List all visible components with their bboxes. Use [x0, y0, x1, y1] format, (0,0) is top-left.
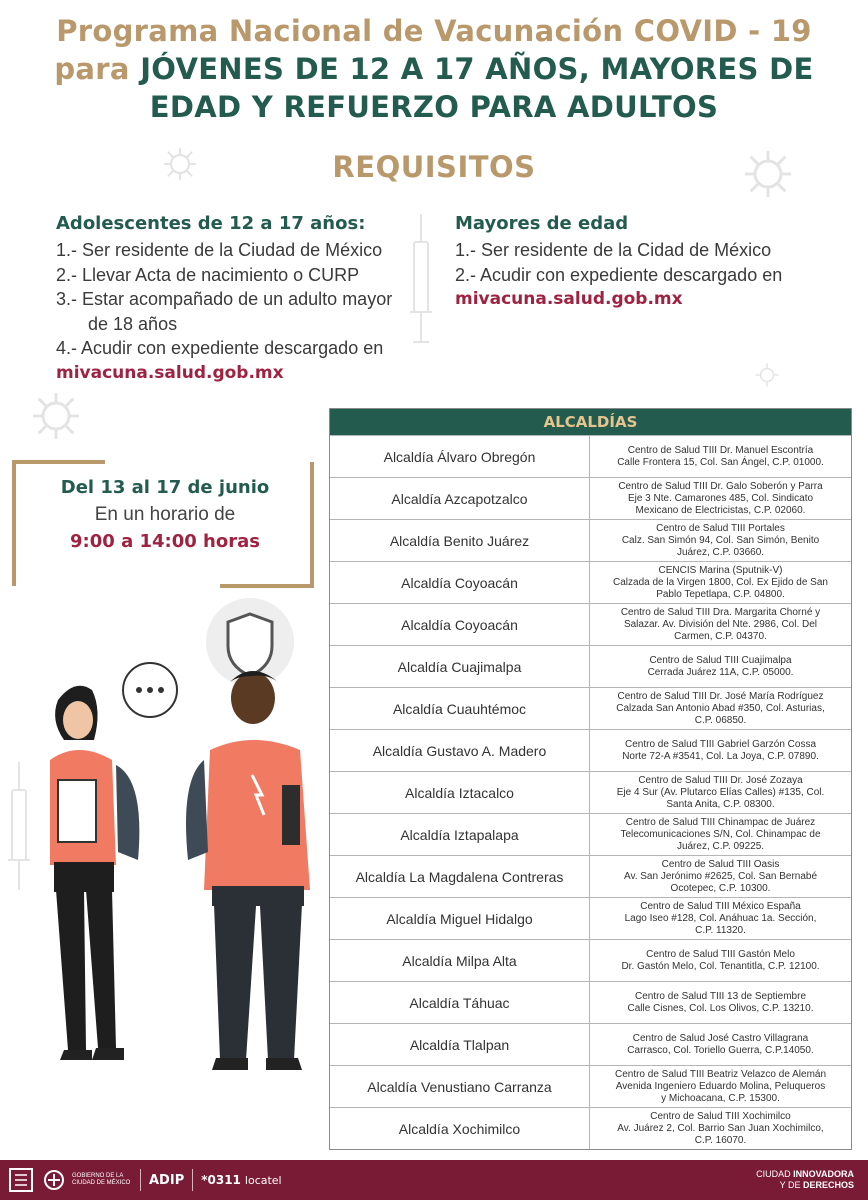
health-center-line: C.P. 11320. — [695, 924, 746, 936]
virus-icon — [754, 362, 780, 388]
health-center-line: Calle Cisnes, Col. Los Olivos, C.P. 13210. — [627, 1002, 814, 1014]
locatel-logo: locatel — [244, 1173, 282, 1187]
health-center-cell — [590, 772, 851, 813]
health-center-cell — [590, 730, 851, 771]
table-row — [330, 897, 851, 939]
adults-item-2: 2.- Acudir con expediente descargado en — [455, 264, 783, 285]
teens-requirements — [56, 212, 416, 385]
alcaldia-name: Alcaldía Milpa Alta — [330, 940, 590, 981]
teens-heading: Adolescentes de 12 a 17 años: — [56, 213, 366, 234]
table-row — [330, 1065, 851, 1107]
alcaldia-name: Alcaldía Azcapotzalco — [330, 478, 590, 519]
table-header: ALCALDÍAS — [330, 409, 851, 435]
health-center-line: Juárez, C.P. 03660. — [676, 546, 765, 558]
health-center-line: Centro de Salud José Castro Villagrana — [632, 1032, 809, 1044]
table-row — [330, 813, 851, 855]
health-center-line: Centro de Salud TIII Cuajimalpa — [649, 654, 792, 666]
alcaldia-name: Alcaldía Álvaro Obregón — [330, 436, 590, 477]
health-center-cell — [590, 1024, 851, 1065]
health-center-line: Ocotepec, C.P. 10300. — [670, 882, 771, 894]
health-center-line: y Michoacana, C.P. 15300. — [661, 1092, 780, 1104]
adults-heading: Mayores de edad — [455, 213, 629, 234]
teens-item-2: 2.- Llevar Acta de nacimiento o CURP — [56, 264, 360, 285]
health-center-line: Centro de Salud TIII Chinampac de Juárez — [625, 816, 816, 828]
health-center-line: Calle Frontera 15, Col. San Ángel, C.P. 01000. — [617, 456, 824, 468]
health-center-line: C.P. 06850. — [694, 714, 747, 726]
health-center-line: Salazar. Av. División del Nte. 2986, Col. Del — [623, 618, 818, 630]
health-center-line: C.P. 16070. — [694, 1134, 747, 1146]
alcaldia-name: Alcaldía Cuauhtémoc — [330, 688, 590, 729]
alcaldia-name: Alcaldía Gustavo A. Madero — [330, 730, 590, 771]
health-center-cell — [590, 982, 851, 1023]
health-center-line: Pablo Tepetlapa, C.P. 04800. — [656, 588, 785, 600]
health-center-cell — [590, 898, 851, 939]
health-center-line: Centro de Salud TIII Dr. Galo Soberón y Parra — [618, 480, 823, 492]
health-center-cell — [590, 856, 851, 897]
students-illustration — [20, 590, 340, 1150]
title-line-1: Programa Nacional de Vacunación COVID - 19 — [56, 14, 812, 48]
health-center-cell — [590, 1066, 851, 1107]
title-line-3: EDAD Y REFUERZO PARA ADULTOS — [149, 90, 719, 124]
footer-slogan — [756, 1169, 854, 1191]
table-row — [330, 477, 851, 519]
schedule-dates: Del 13 al 17 de junio — [60, 477, 270, 498]
adults-vaccine-link[interactable]: mivacuna.salud.gob.mx — [455, 289, 683, 309]
adip-logo: ADIP — [149, 1172, 185, 1188]
locatel-number: *0311 — [201, 1173, 241, 1187]
footer-divider — [140, 1169, 141, 1191]
alcaldia-name: Alcaldía Tlalpan — [330, 1024, 590, 1065]
gob-logo-icon — [42, 1168, 66, 1192]
health-center-line: Centro de Salud TIII Dra. Margarita Chorné y — [620, 606, 821, 618]
health-center-line: Calz. San Simón 94, Col. San Simón, Benito — [621, 534, 820, 546]
table-row — [330, 561, 851, 603]
health-center-cell — [590, 520, 851, 561]
adults-requirements — [455, 212, 835, 312]
requirements-title: REQUISITOS — [332, 150, 536, 184]
gob-line-1: GOBIERNO DE LA — [72, 1173, 124, 1179]
table-row — [330, 855, 851, 897]
alcaldia-name: Alcaldía Cuajimalpa — [330, 646, 590, 687]
health-center-line: Eje 3 Nte. Camarones 485, Col. Sindicato — [627, 492, 814, 504]
health-center-line: Centro de Salud TIII Beatriz Velazco de Alemán — [614, 1068, 827, 1080]
teens-item-3-cont: de 18 años — [88, 313, 178, 334]
health-center-line: Centro de Salud TIII Xochimilco — [650, 1110, 791, 1122]
health-center-line: Calzada de la Virgen 1800, Col. Ex Ejido de San — [613, 576, 828, 588]
health-center-cell — [590, 646, 851, 687]
title-para: para — [54, 52, 130, 86]
health-center-cell — [590, 604, 851, 645]
health-center-line: Eje 4 Sur (Av. Plutarco Elías Calles) #135, Col. — [616, 786, 825, 798]
table-row — [330, 435, 851, 477]
table-row — [330, 519, 851, 561]
table-row — [330, 1023, 851, 1065]
slogan-2b: DERECHOS — [802, 1180, 854, 1190]
schedule-hours: 9:00 a 14:00 horas — [70, 531, 260, 552]
schedule-label: En un horario de — [94, 504, 236, 525]
health-center-cell — [590, 436, 851, 477]
health-center-line: Avenida Ingeniero Eduardo Molina, Peluqueros — [615, 1080, 826, 1092]
gob-text — [72, 1173, 132, 1187]
health-center-line: Carmen, C.P. 04370. — [674, 630, 767, 642]
health-center-line: Juárez, C.P. 09225. — [676, 840, 765, 852]
table-row — [330, 771, 851, 813]
health-center-line: CENCIS Marina (Sputnik-V) — [658, 564, 783, 576]
health-center-line: Centro de Salud TIII Oasis — [661, 858, 780, 870]
adults-item-1: 1.- Ser residente de la Cidad de México — [455, 240, 772, 260]
table-row — [330, 981, 851, 1023]
footer-bar — [0, 1160, 868, 1200]
health-center-line: Centro de Salud TIII Gabriel Garzón Cossa — [624, 738, 817, 750]
alcaldia-name: Alcaldía Benito Juárez — [330, 520, 590, 561]
gob-line-2: CIUDAD DE MÉXICO — [72, 1180, 131, 1186]
table-row — [330, 939, 851, 981]
health-center-line: Norte 72-A #3541, Col. La Joya, C.P. 07890. — [622, 750, 819, 762]
slogan-2a: Y DE — [779, 1180, 801, 1190]
alcaldia-name: Alcaldía Coyoacán — [330, 604, 590, 645]
alcaldia-name: Alcaldía Venustiano Carranza — [330, 1066, 590, 1107]
alcaldia-name: Alcaldía Iztapalapa — [330, 814, 590, 855]
alcaldia-name: Alcaldía La Magdalena Contreras — [330, 856, 590, 897]
alcaldia-name: Alcaldía Iztacalco — [330, 772, 590, 813]
title-line-2-rest: JÓVENES DE 12 A 17 AÑOS, MAYORES DE — [140, 52, 814, 86]
table-row — [330, 603, 851, 645]
footer-divider — [192, 1169, 193, 1191]
health-center-line: Centro de Salud TIII México España — [640, 900, 801, 912]
alcaldia-name: Alcaldía Táhuac — [330, 982, 590, 1023]
teens-item-1: 1.- Ser residente de la Ciudad de México — [56, 240, 383, 260]
health-center-cell — [590, 562, 851, 603]
slogan-1a: CIUDAD — [756, 1169, 791, 1179]
slogan-1b: INNOVADORA — [793, 1169, 854, 1179]
virus-icon — [30, 390, 82, 442]
alcaldia-name: Alcaldía Coyoacán — [330, 562, 590, 603]
health-center-cell — [590, 814, 851, 855]
table-row — [330, 1107, 851, 1149]
health-center-line: Centro de Salud TIII 13 de Septiembre — [634, 990, 806, 1002]
health-center-line: Centro de Salud TIII Portales — [656, 522, 785, 534]
table-body — [330, 435, 851, 1149]
health-center-line: Centro de Salud TIII Dr. Manuel Escontría — [627, 444, 814, 456]
health-center-line: Cerrada Juárez 11A, C.P. 05000. — [647, 666, 794, 678]
health-center-cell — [590, 1108, 851, 1149]
health-center-line: Dr. Gastón Melo, Col. Tenantitla, C.P. 12100. — [621, 960, 820, 972]
table-row — [330, 687, 851, 729]
title-line-2 — [0, 50, 868, 88]
teens-vaccine-link[interactable]: mivacuna.salud.gob.mx — [56, 362, 284, 383]
health-center-line: Santa Anita, C.P. 08300. — [666, 798, 775, 810]
health-center-line: Av. Juárez 2, Col. Barrio San Juan Xochimilco, — [617, 1122, 824, 1134]
health-center-line: Centro de Salud TIII Dr. José Zozaya — [638, 774, 803, 786]
health-center-cell — [590, 688, 851, 729]
teens-item-3: 3.- Estar acompañado de un adulto mayor — [56, 289, 393, 309]
health-center-cell — [590, 478, 851, 519]
alcaldia-name: Alcaldía Xochimilco — [330, 1108, 590, 1149]
schedule-block — [0, 474, 330, 555]
health-center-line: Telecomunicaciones S/N, Col. Chinampac de — [620, 828, 821, 840]
health-center-line: Lago Iseo #128, Col. Anáhuac 1a. Sección, — [624, 912, 817, 924]
health-center-cell — [590, 940, 851, 981]
health-center-line: Carrasco, Col. Toriello Guerra, C.P.14050. — [627, 1044, 814, 1056]
health-center-line: Calzada San Antonio Abad #350, Col. Asturias, — [616, 702, 825, 714]
alcaldias-table — [329, 408, 852, 1150]
health-center-line: Centro de Salud TIII Gastón Melo — [646, 948, 795, 960]
cdmx-logo-icon — [8, 1167, 34, 1193]
table-row — [330, 645, 851, 687]
table-row — [330, 729, 851, 771]
health-center-line: Mexicano de Electricistas, C.P. 02060. — [635, 504, 806, 516]
page-title — [0, 12, 868, 126]
health-center-line: Av. San Jerónimo #2625, Col. San Bernabé — [623, 870, 818, 882]
teens-item-4: 4.- Acudir con expediente descargado en — [56, 338, 384, 358]
health-center-line: Centro de Salud TIII Dr. José María Rodríguez — [617, 690, 824, 702]
alcaldia-name: Alcaldía Miguel Hidalgo — [330, 898, 590, 939]
